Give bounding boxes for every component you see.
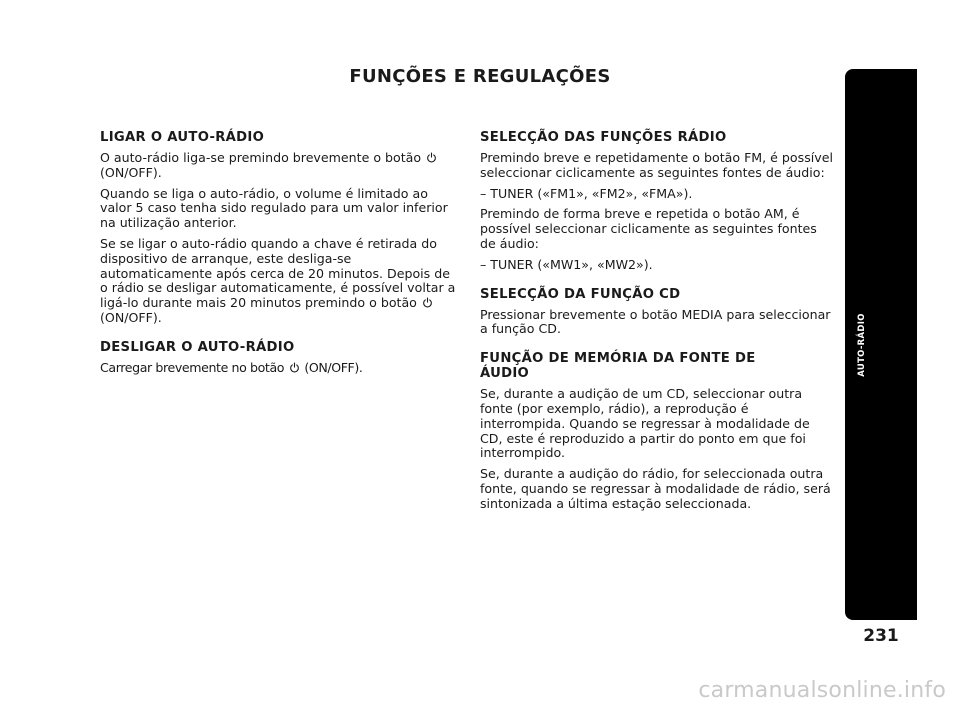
power-icon [426, 152, 437, 163]
page-number: 231 [863, 626, 899, 646]
paragraph-desligar-1-text-a: Carregar brevemente no botão [100, 359, 285, 375]
paragraph-ligar-3-text-a: Se se ligar o auto-rádio quando a chave é retirada do dispositivo de arranque, este desliga-se automaticamente após cerca de 20 minutos. Depois de o rádio se desligar automaticamente, é possível voltar a ligá-lo durante mais 20 minutos premindo o botão [100, 235, 456, 311]
paragraph-radio-3: Premindo de forma breve e repetida o botão AM, é possível seleccionar ciclicamente as seguintes fontes de áudio: [480, 206, 817, 251]
section-heading-memoria-fonte: FUNÇÃO DE MEMÓRIA DA FONTE DE ÁUDIO [480, 351, 756, 382]
right-column [480, 130, 836, 518]
paragraph-ligar-1-text-a: O auto-rádio liga-se premindo brevemente o botão [100, 150, 422, 165]
paragraph-ligar-3-text-b: (ON/OFF). [100, 309, 162, 325]
paragraph-radio-1: Premindo breve e repetidamente o botão FM, é possível seleccionar ciclicamente as seguintes fontes de áudio: [480, 150, 833, 180]
watermark: carmanualsonline.info [698, 678, 946, 703]
power-icon [289, 362, 300, 373]
paragraph-ligar-2: Quando se liga o auto-rádio, o volume é limitado ao valor 5 caso tenha sido regulado para um valor inferior na utilização anterior. [100, 185, 448, 231]
page-title: FUNÇÕES E REGULAÇÕES [349, 66, 611, 87]
paragraph-memoria-2: Se, durante a audição do rádio, for seleccionada outra fonte, quando se regressar à modalidade de rádio, será sintonizada a última estação seleccionada. [480, 466, 831, 511]
power-icon [422, 297, 433, 308]
section-heading-seleccao-radio: SELECÇÃO DAS FUNÇÕES RÁDIO [480, 130, 727, 145]
section-sidebar-tab [845, 69, 917, 620]
paragraph-ligar-1 [100, 151, 456, 181]
paragraph-desligar-1-text-b: (ON/OFF). [304, 359, 363, 375]
left-column [100, 130, 456, 382]
paragraph-radio-4: – TUNER («MW1», «MW2»). [480, 256, 653, 272]
paragraph-desligar-1 [100, 361, 456, 376]
paragraph-ligar-1-text-b: (ON/OFF). [100, 164, 162, 180]
section-heading-desligar: DESLIGAR O AUTO-RÁDIO [100, 339, 295, 355]
sidebar-label-text: AUTO-RÁDIO [857, 313, 867, 377]
section-heading-ligar: LIGAR O AUTO-RÁDIO [100, 130, 265, 145]
paragraph-memoria-1: Se, durante a audição de um CD, seleccionar outra fonte (por exemplo, rádio), a reprodução é interrompida. Quando se regressar à modalidade de CD, este é reproduzido a partir do ponto em que foi interrompido. [480, 386, 810, 461]
paragraph-ligar-3 [100, 237, 456, 326]
paragraph-radio-2: – TUNER («FM1», «FM2», «FMA»). [480, 185, 693, 201]
paragraph-cd-1: Pressionar brevemente o botão MEDIA para seleccionar a função CD. [480, 306, 831, 337]
section-heading-seleccao-cd: SELECÇÃO DA FUNÇÃO CD [480, 286, 681, 302]
